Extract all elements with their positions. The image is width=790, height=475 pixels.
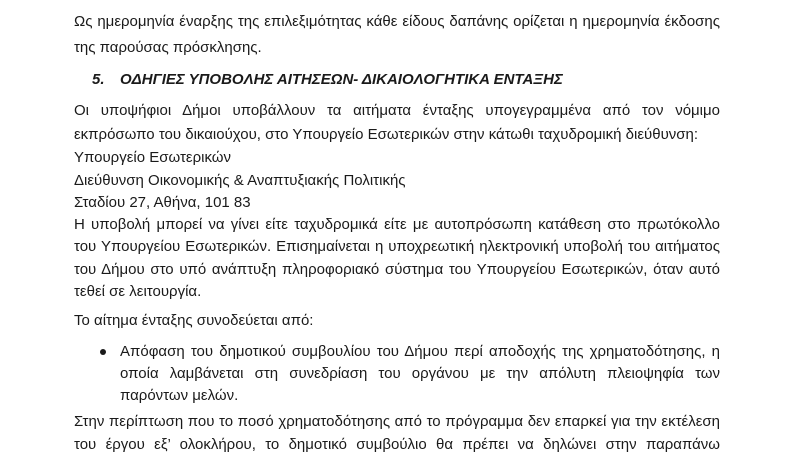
para1-line-2: εκπρόσωπο του δικαιούχου, στο Υπουργείο Εσωτερικών στην κάτωθι ταχυδρομική διεύθυνση: — [74, 126, 699, 143]
para2-line-4: τεθεί σε λειτουργία. — [74, 283, 202, 300]
para4-line-1: Στην περίπτωση που το ποσό χρηματοδότησης από το πρόγραμμα δεν επαρκεί για την εκτέλεση — [74, 413, 720, 430]
para4-line-2: του έργου εξ’ ολοκλήρου, το δημοτικό συμβούλιο θα πρέπει να δηλώνει στην παραπάνω — [74, 436, 720, 453]
bullet1-line-2: οποία λαμβάνεται στη συνεδρίαση του οργάνου με την απόλυτη πλειοψηφία των — [120, 365, 720, 382]
para2-line-2: του Υπουργείου Εσωτερικών. Επισημαίνεται η υποχρεωτική ηλεκτρονική υποβολή του αιτήματος — [74, 238, 720, 255]
intro-line-1: Ως ημερομηνία έναρξης της επιλεξιμότητας κάθε είδους δαπάνης ορίζεται η ημερομηνία έκδοσης — [74, 13, 720, 30]
section-heading — [92, 70, 563, 90]
bullet1-line-3: παρόντων μελών. — [120, 387, 239, 404]
bullet-icon — [100, 349, 106, 355]
address-line-2: Διεύθυνση Οικονομικής & Αναπτυξιακής Πολιτικής — [74, 172, 406, 189]
para2-line-1: Η υποβολή μπορεί να γίνει είτε ταχυδρομικά είτε με αυτοπρόσωπη κατάθεση στο πρωτόκολλο — [74, 216, 720, 233]
address-line-1: Υπουργείο Εσωτερικών — [74, 149, 232, 166]
intro-line-2: της παρούσας πρόσκλησης. — [74, 39, 262, 56]
para3-line-1: Το αίτημα ένταξης συνοδεύεται από: — [74, 312, 314, 329]
para2-line-3: του Δήμου στο υπό ανάπτυξη πληροφοριακό σύστημα του Υπουργείου Εσωτερικών, όταν αυτό — [74, 261, 720, 278]
address-line-3: Σταδίου 27, Αθήνα, 101 83 — [74, 194, 251, 211]
section-number: 5. — [92, 71, 105, 88]
section-title: ΟΔΗΓΙΕΣ ΥΠΟΒΟΛΗΣ ΑΙΤΗΣΕΩΝ- ΔΙΚΑΙΟΛΟΓΗΤΙΚΑ ΕΝΤΑΞΗΣ — [120, 71, 563, 88]
para1-line-1: Οι υποψήφιοι Δήμοι υποβάλλουν τα αιτήματα ένταξης υπογεγραμμένα από τον νόμιμο — [74, 102, 720, 119]
bullet1-line-1: Απόφαση του δημοτικού συμβουλίου του Δήμου περί αποδοχής της χρηματοδότησης, η — [120, 343, 720, 360]
